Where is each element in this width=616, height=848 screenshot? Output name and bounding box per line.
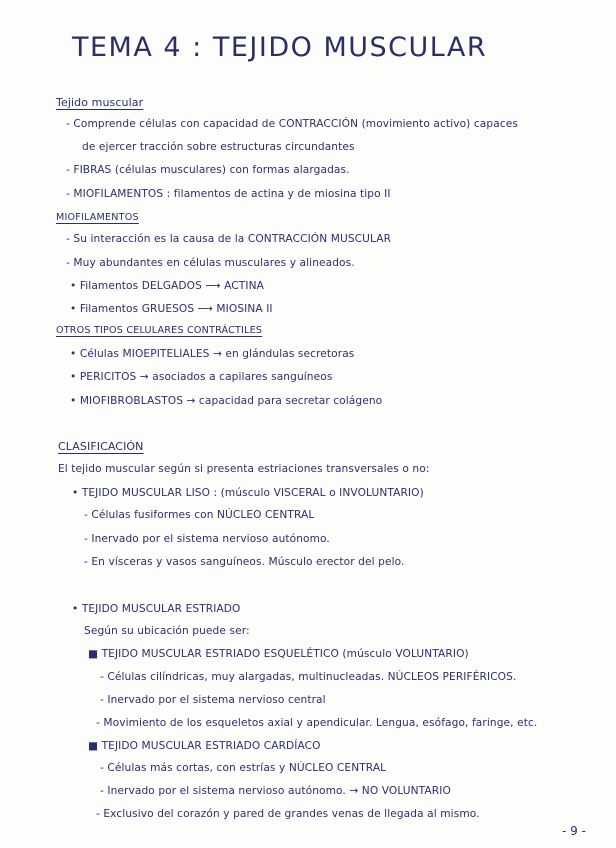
note-line: - FIBRAS (células musculares) con formas alargadas. bbox=[66, 164, 350, 176]
note-line: • Células MIOEPITELIALES → en glándulas secretoras bbox=[70, 348, 355, 360]
note-line: - Inervado por el sistema nervioso autónomo. bbox=[84, 533, 330, 545]
note-line: ■ TEJIDO MUSCULAR ESTRIADO CARDÍACO bbox=[88, 740, 321, 752]
note-line: - Su interacción es la causa de la CONTRACCIÓN MUSCULAR bbox=[66, 233, 392, 245]
note-line: El tejido muscular según si presenta estriaciones transversales o no: bbox=[58, 463, 430, 475]
note-line: - Exclusivo del corazón y pared de grandes venas de llegada al mismo. bbox=[96, 808, 480, 820]
note-line: • MIOFIBROBLASTOS → capacidad para secretar colágeno bbox=[70, 395, 383, 407]
note-line: - MIOFILAMENTOS : filamentos de actina y de miosina tipo II bbox=[66, 188, 391, 200]
note-line: - Movimiento de los esqueletos axial y apendicular. Lengua, esófago, faringe, etc. bbox=[96, 717, 538, 729]
note-line: de ejercer tracción sobre estructuras circundantes bbox=[82, 141, 355, 153]
note-line: - Inervado por el sistema nervioso central bbox=[100, 694, 326, 706]
note-line: - Células más cortas, con estrías y NÚCLEO CENTRAL bbox=[100, 762, 387, 774]
note-line: Tejido muscular bbox=[56, 96, 144, 109]
note-line: - Inervado por el sistema nervioso autónomo. → NO VOLUNTARIO bbox=[100, 785, 451, 797]
note-line: • PERICITOS → asociados a capilares sanguíneos bbox=[70, 371, 333, 383]
note-line: - Comprende células con capacidad de CONTRACCIÓN (movimiento activo) capaces bbox=[66, 118, 518, 130]
note-line: - Células cilíndricas, muy alargadas, multinucleadas. NÚCLEOS PERIFÉRICOS. bbox=[100, 671, 517, 683]
note-line: • Filamentos DELGADOS ⟶ ACTINA bbox=[70, 280, 264, 292]
note-line: MIOFILAMENTOS bbox=[56, 212, 139, 223]
note-line: OTROS TIPOS CELULARES CONTRÁCTILES bbox=[56, 325, 263, 336]
note-line: - En vísceras y vasos sanguíneos. Músculo erector del pelo. bbox=[84, 556, 405, 568]
note-line: • Filamentos GRUESOS ⟶ MIOSINA II bbox=[70, 303, 273, 315]
note-line: CLASIFICACIÓN bbox=[58, 440, 144, 453]
note-line: • TEJIDO MUSCULAR ESTRIADO bbox=[72, 603, 241, 615]
page-title: TEMA 4 : TEJIDO MUSCULAR bbox=[72, 32, 488, 63]
note-line: - Muy abundantes en células musculares y alineados. bbox=[66, 257, 355, 269]
note-line: ■ TEJIDO MUSCULAR ESTRIADO ESQUELÉTICO (músculo VOLUNTARIO) bbox=[88, 648, 469, 660]
note-line: • TEJIDO MUSCULAR LISO : (músculo VISCERAL o INVOLUNTARIO) bbox=[72, 487, 424, 499]
note-line: Según su ubicación puede ser: bbox=[84, 625, 250, 637]
note-line: - Células fusiformes con NÚCLEO CENTRAL bbox=[84, 509, 315, 521]
page-number: - 9 - bbox=[562, 824, 586, 838]
